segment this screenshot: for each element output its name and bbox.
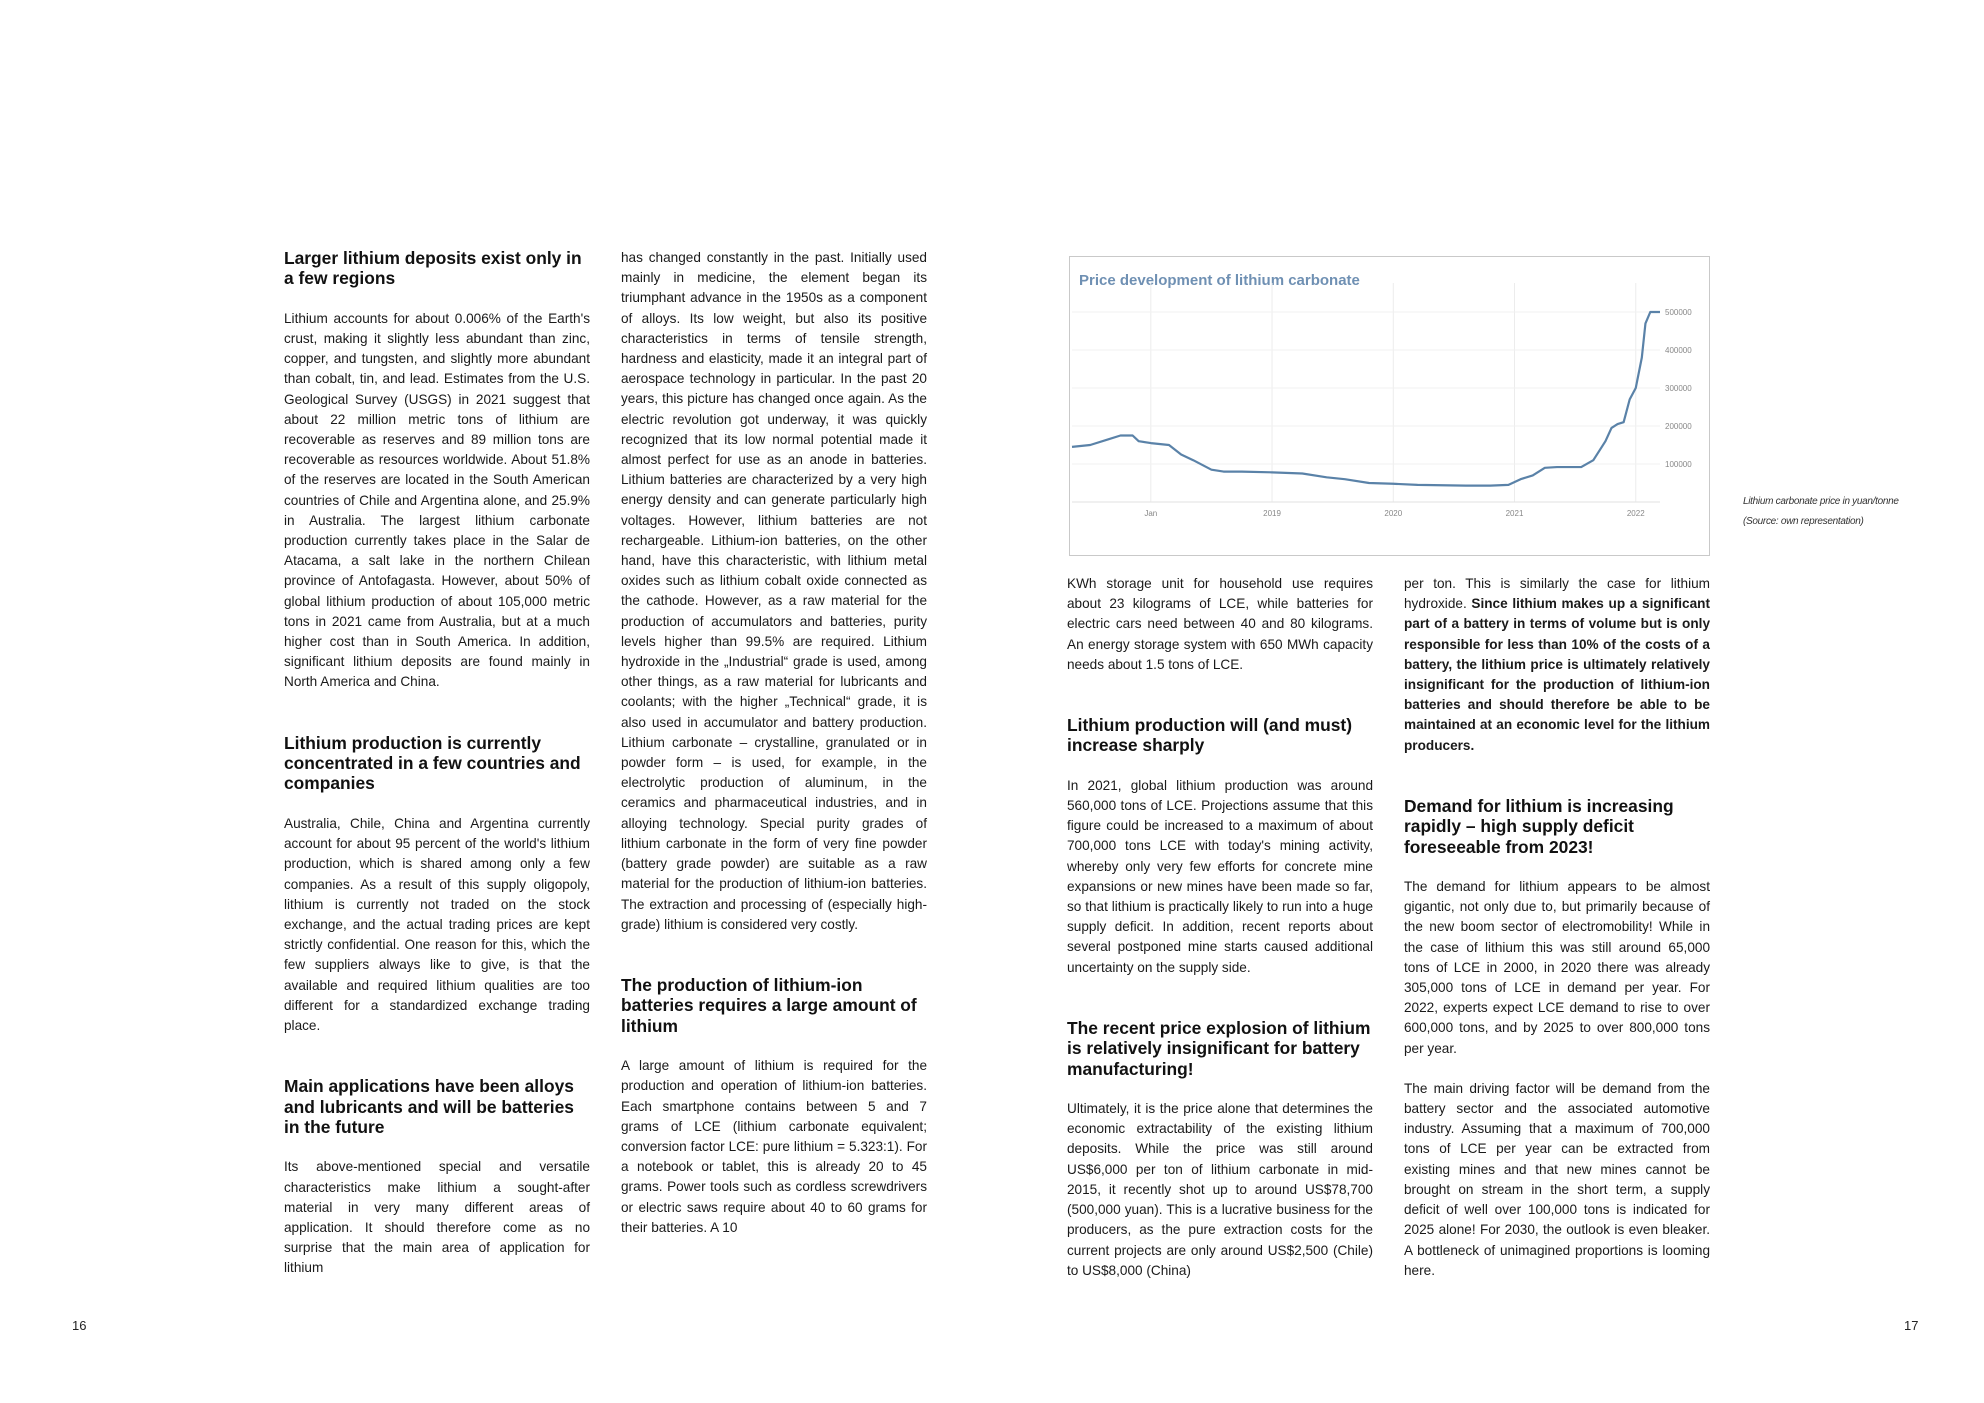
price-chart-svg (1070, 257, 1711, 557)
price-series-line (1072, 312, 1660, 486)
page-number-left: 16 (72, 1318, 87, 1333)
x-tick-label: 2022 (1626, 509, 1645, 518)
chart-caption-title: Lithium carbonate price in yuan/tonne (1743, 496, 1899, 507)
paragraph-driving-factor: The main driving factor will be demand from the battery sector and the associated automotive industry. Assuming that a maximum of 700,000 tons of LCE per year can be extracted from existing mines and that new mines cannot be brought on stream in the short term, a supply deficit of well over 100,000 tons is indicated for 2025 alone! For 2030, the outlook is even bleaker. A bottleneck of unimagined proportions is looming here. (1404, 1080, 1710, 1278)
paragraph-production-increase: In 2021, global lithium production was around 560,000 tons of LCE. Projections assume that this figure could be increased to a maximum of about 700,000 tons LCE with today's mining activity, whereby only very few efforts for concrete mine expansions or new mines have been made so far, so that lithium is practically likely to run into a huge supply deficit. In addition, recent reports about several postponed mine starts caused additional uncertainty on the supply side. (1067, 777, 1373, 975)
page-number-right: 17 (1904, 1318, 1919, 1333)
paragraph-main-applications: Its above-mentioned special and versatile characteristics make lithium a sought-after material in very many different areas of application. It should therefore come as no surprise that the main area of application for lithium (284, 1159, 590, 1276)
x-tick-label: 2020 (1384, 509, 1403, 518)
column-2 (621, 248, 927, 1238)
y-tick-label: 500000 (1665, 308, 1692, 317)
x-tick-label: 2019 (1263, 509, 1281, 518)
x-tick-label: 2021 (1505, 509, 1524, 518)
heading-demand: Demand for lithium is increasing rapidly – high supply deficit foreseeable from 2023! (1404, 795, 1674, 857)
price-chart (1069, 256, 1710, 556)
y-tick-label: 200000 (1665, 422, 1692, 431)
x-tick-label: Jan (1144, 509, 1158, 518)
paragraph-hydroxide (1404, 574, 1710, 756)
chart-caption-source: (Source: own representation) (1743, 516, 1864, 527)
paragraph-deposits: Lithium accounts for about 0.006% of the Earth's crust, making it slightly less abundant than zinc, copper, and tungsten, and slightly more abundant than cobalt, tin, and lead. Estimates from the U.S. Geological Survey (USGS) in 2021 suggest that about 22 million metric tons of lithium are recoverable as reserves and 89 million tons are recoverable as resources worldwide. About 51.8% of the reserves are located in the South American countries of Chile and Argentina alone, and 25.9% in Australia. The largest lithium carbonate production currently takes place in the Salar de Atacama, a salt lake in the northern Chilean province of Antofagasta. However, about 50% of global lithium production of about 105,000 metric tons in 2021 came from Australia, but at a much higher cost than in South America. In addition, significant lithium deposits are found mainly in North America and China. (284, 310, 590, 690)
paragraph-storage-lce: KWh storage unit for household use requires about 23 kilograms of LCE, while batteries for electric cars need between 40 and 80 kilograms. An energy storage system with 650 MWh capacity needs about 1.5 tons of LCE. (1067, 576, 1373, 672)
y-tick-label: 100000 (1665, 460, 1692, 469)
y-tick-label: 300000 (1665, 384, 1692, 393)
heading-price-explosion: The recent price explosion of lithium is relatively insignificant for battery manufacturing! (1067, 1017, 1371, 1079)
paragraph-demand: The demand for lithium appears to be almost gigantic, not only due to, but primarily because of the new boom sector of electromobility! While in the case of lithium this was still around 65,000 tons of LCE in 2000, in 2020 there was already 305,000 tons of LCE in demand per year. For 2022, experts expect LCE demand to rise to over 600,000 tons, and by 2025 to over 800,000 tons per year. (1404, 879, 1710, 1056)
paragraph-hydroxide-bold: Since lithium makes up a significant part of a battery in terms of volume but is only responsible for less than 10% of the costs of a battery, the lithium price is ultimately relatively insignificant for the production of lithium-ion batteries and should therefore be able to be maintained at an economic level for the lithium producers. (1404, 596, 1710, 753)
heading-main-applications: Main applications have been alloys and lubricants and will be batteries in the future (284, 1076, 574, 1137)
paragraph-hydroxide-normal: per ton. This is similarly the case for lithium hydroxide. (1404, 576, 1710, 612)
y-tick-label: 400000 (1665, 346, 1692, 355)
column-4 (1404, 574, 1710, 1281)
chart-title: Price development of lithium carbonate (1079, 272, 1360, 289)
heading-production-increase: Lithium production will (and must) increase sharply (1067, 715, 1352, 756)
column-3 (1067, 574, 1373, 1281)
paragraph-history-of-use: has changed constantly in the past. Initially used mainly in medicine, the element began its triumphant advance in the 1950s as a component of alloys. Its low weight, but also its positive characteristics in terms of tensile strength, hardness and elasticity, made it an integral part of aerospace technology in particular. In the past 20 years, this picture has changed once again. As the electric revolution got underway, it was quickly recognized that its low normal potential made it almost perfect for use as an anode in batteries. Lithium batteries are characterized by a very high energy density and can generate particularly high voltages. However, lithium batteries are not rechargeable. Lithium-ion batteries, on the other hand, have this characteristic, with lithium metal oxides such as lithium cobalt oxide connected as the cathode. However, as a raw material for the production of accumulators and batteries, purity levels higher than 99.5% are required. Lithium hydroxide in the „Industrial“ grade is used, among other things, as a raw material for lubricants and coolants; with the higher „Technical“ grade, it is also used in accumulator and battery production. Lithium carbonate – crystalline, granulated or in powder form – is used, for example, in the electrolytic production of aluminum, in the ceramics and pharmaceutical industries, and in alloying technology. Special purity grades of lithium carbonate in the form of very fine powder (battery grade powder) are suitable as a raw material for the production of lithium-ion batteries. The extraction and processing of (especially high-grade) lithium is considered very costly. (621, 250, 927, 932)
paragraph-battery-lithium-amount: A large amount of lithium is required for the production and operation of lithium-ion batteries. Each smartphone contains between 5 and 7 grams of LCE (lithium carbonate equivalent; conversion factor LCE: pure lithium = 5.323:1). For a notebook or tablet, this is already 20 to 45 grams. Power tools such as cordless screwdrivers or electric saws require about 40 to 60 grams for their batteries. A 10 (621, 1058, 927, 1235)
heading-deposits: Larger lithium deposits exist only in a few regions (284, 248, 582, 289)
paragraph-production-concentration: Australia, Chile, China and Argentina currently account for about 95 percent of the world's lithium production, which is shared among only a few companies. As a result of this supply oligopoly, lithium is currently not traded on the stock exchange, and the actual trading prices are kept strictly confidential. One reason for this, which the few suppliers always like to give, is that the available and required lithium qualities are too different for a standardized exchange trading place. (284, 815, 590, 1033)
paragraph-price-explosion: Ultimately, it is the price alone that determines the economic extractability of the existing lithium deposits. While the price was still around US$6,000 per ton of lithium carbonate in mid-2015, it recently shot up to around US$78,700 (500,000 yuan). This is a lucrative business for the producers, as the pure extraction costs for the current projects are only around US$2,500 (Chile) to US$8,000 (China) (1067, 1101, 1373, 1278)
column-1 (284, 248, 590, 1279)
heading-production-concentration: Lithium production is currently concentrated in a few countries and companies (284, 732, 581, 794)
heading-battery-lithium-amount: The production of lithium-ion batteries requires a large amount of lithium (621, 974, 917, 1036)
